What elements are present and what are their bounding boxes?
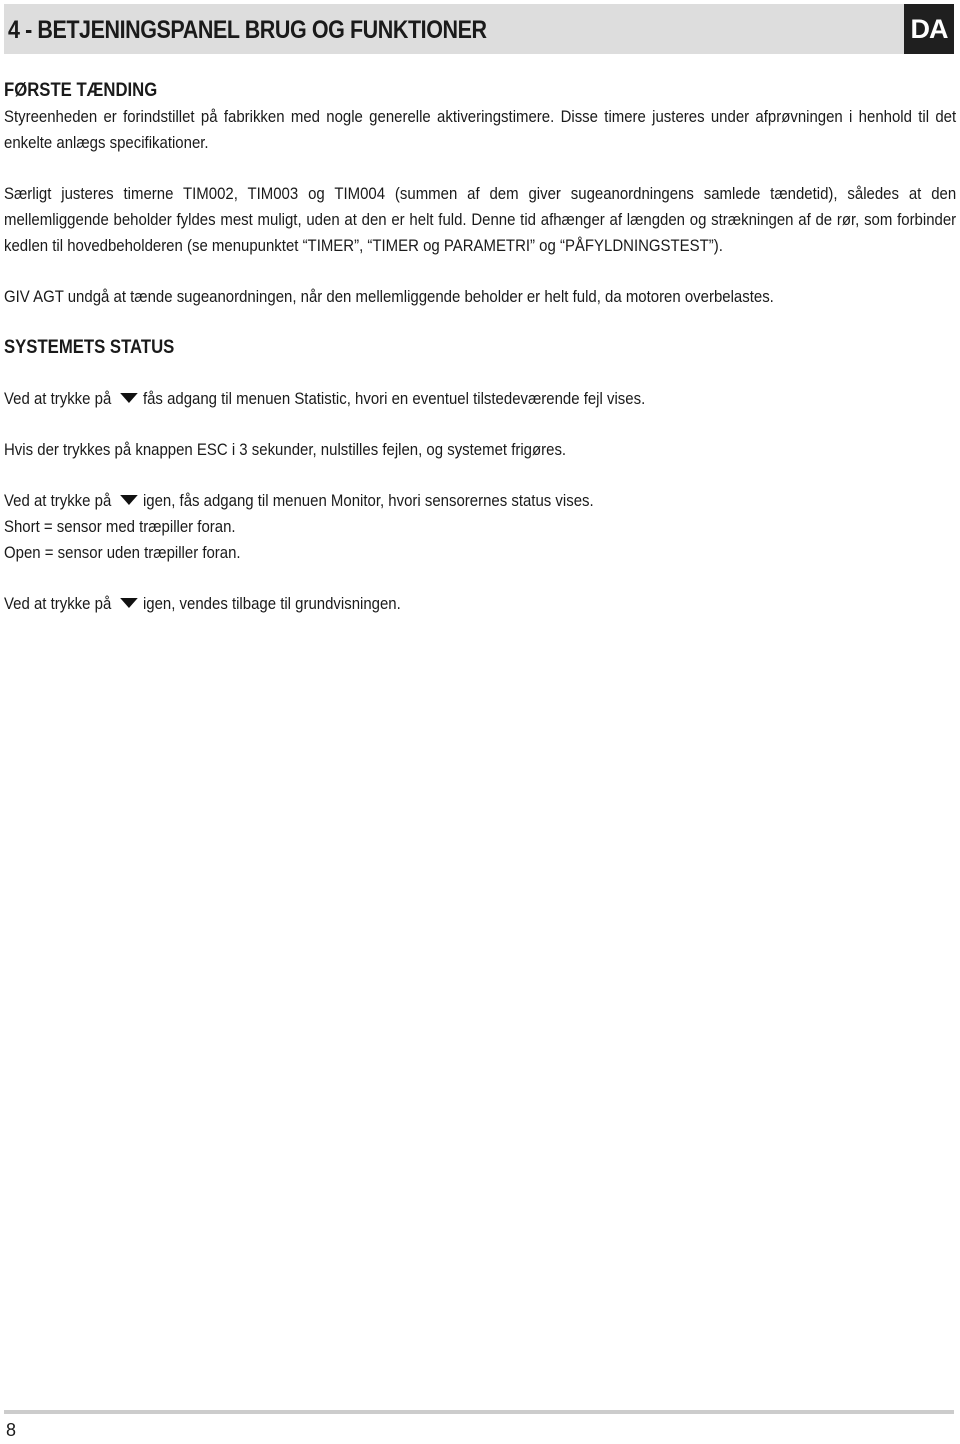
status-open: Open = sensor uden træpiller foran. — [4, 543, 241, 562]
down-arrow-icon — [120, 598, 138, 608]
instruction-text: igen, vendes tilbage til grundvisningen. — [142, 594, 401, 613]
instruction-text: igen, fås adgang til menuen Monitor, hvori sensorernes status vises. — [142, 491, 594, 510]
section-heading-system-status: SYSTEMETS STATUS — [4, 337, 175, 358]
instruction-text: Ved at trykke på — [4, 491, 112, 510]
instruction-text: Ved at trykke på — [4, 594, 112, 613]
paragraph-timers: Særligt justeres timerne TIM002, TIM003 og TIM004 (summen af dem giver sugeanordningens samlede tændetid), således at den mellemliggende beholder fyldes mest muligt, uden at den er helt fuld. Denne tid afhænger af længden og strækningen af de rør, som forbinder kedlen til hovedbeholderen (se menupunktet “TIMER”, “TIMER og PARAMETRI” og “PÅFYLDNINGSTEST”). — [4, 184, 957, 255]
instruction-text: Ved at trykke på — [4, 389, 112, 408]
instruction-reset: Hvis der trykkes på knappen ESC i 3 sekunder, nulstilles fejlen, og systemet frigøres. — [4, 440, 567, 459]
footer-divider — [4, 1410, 954, 1414]
paragraph-warning: GIV AGT undgå at tænde sugeanordningen, når den mellemliggende beholder er helt fuld, da motoren overbelastes. — [4, 287, 774, 306]
status-short: Short = sensor med træpiller foran. — [4, 517, 236, 536]
section-heading-first-ignition: FØRSTE TÆNDING — [4, 80, 158, 101]
language-badge: DA — [904, 4, 954, 54]
down-arrow-icon — [120, 393, 138, 403]
page-number: 8 — [6, 1420, 17, 1440]
instruction-statistic — [4, 386, 956, 412]
instruction-monitor — [4, 488, 956, 514]
text-column — [4, 78, 956, 617]
paragraph-intro: Styreenheden er forindstillet på fabrikken med nogle generelle aktiveringstimere. Disse timere justeres under afprøvningen i henhold til det enkelte anlægs specifikationer. — [4, 107, 957, 152]
instruction-text: fås adgang til menuen Statistic, hvori en eventuel tilstedeværende fejl vises. — [142, 389, 646, 408]
down-arrow-icon — [120, 495, 138, 505]
instruction-return — [4, 591, 956, 617]
header-bar — [4, 4, 954, 54]
page-content — [4, 78, 956, 617]
page-title: 4 - BETJENINGSPANEL BRUG OG FUNKTIONER — [8, 16, 487, 44]
